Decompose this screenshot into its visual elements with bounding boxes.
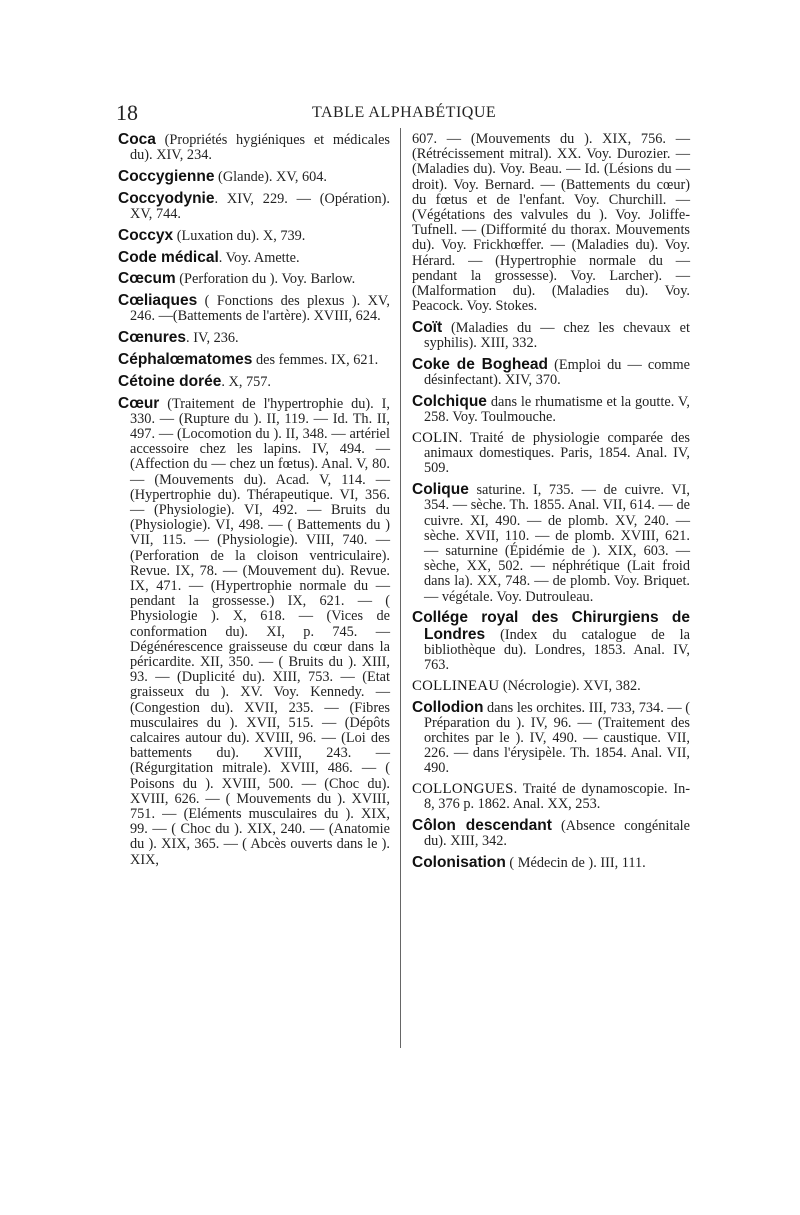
index-entry bbox=[118, 169, 390, 185]
entry-text: (Luxation du). X, 739. bbox=[173, 227, 306, 244]
index-entry bbox=[118, 250, 390, 266]
index-entry bbox=[118, 352, 390, 368]
index-entry bbox=[412, 818, 690, 849]
index-entry bbox=[118, 374, 390, 390]
index-entry bbox=[412, 132, 690, 314]
entry-text: ( Médecin de ). III, 111. bbox=[505, 855, 646, 872]
index-entry bbox=[118, 271, 390, 287]
index-entry bbox=[118, 191, 390, 222]
index-entry bbox=[118, 396, 390, 868]
entry-headword: COLIN bbox=[412, 430, 459, 447]
entry-text: . X, 757. bbox=[221, 373, 272, 390]
entry-text: (Absence congénitale du). XIII, 342. bbox=[424, 818, 690, 850]
entry-text: saturine. I, 735. — de cuivre. VI, 354. — sèche. Th. 1855. Anal. VII, 614. — de cuivre. XI, 490. — de plomb. XV, 240. — sèche. XVII, 110. — de plomb. XVIII, 621. — saturnine (Épidémie de ). XIX, 603. — sèche, XX, 502. — néphrétique (Lait froid dans la). XX, 748. — de plomb. Voy. Briquet. — végétale. Voy. Dutrouleau. bbox=[424, 482, 690, 605]
entry-text: (Index du catalogue de la bibliothèque du). Londres, 1853. Anal. IV, 763. bbox=[424, 626, 690, 674]
entry-text: . Voy. Amette. bbox=[218, 249, 300, 266]
page-number: 18 bbox=[116, 100, 138, 125]
entry-text: (Perforation du ). Voy. Barlow. bbox=[175, 271, 356, 288]
index-entry bbox=[412, 700, 690, 777]
entry-text: (Emploi du — comme désinfectant). XIV, 370. bbox=[424, 357, 690, 389]
index-entry bbox=[412, 782, 690, 812]
entry-text: (Nécrologie). XVI, 382. bbox=[499, 677, 641, 694]
entry-headword: Côlon descendant bbox=[412, 817, 552, 835]
index-entry bbox=[118, 330, 390, 346]
entry-text: . Traité de physiologie comparée des animaux domestiques. Paris, 1854. Anal. IV, 509. bbox=[424, 430, 690, 477]
entry-text: 607. — (Mouvements du ). XIX, 756. — (Rétrécissement mitral). XX. Voy. Durozier. — (Maladies du). Voy. Beau. — Id. (Lésions du — droit). Voy. Bernard. — (Battements du cœur) du fœtus et de l'enfant. Voy. Churchill. — (Végétations des valvules du ). Voy. Joliffe-Tufnell. — (Difformité du thorax. Mouvements du). Voy. Frickhœffer. — (Maladies du). Voy. Hérard. — (Hypertrophie normale du — pendant la grossesse). Voy. Larcher). — (Malformation du). (Maladies du). Voy. Peacock. Voy. Stokes. bbox=[412, 131, 690, 315]
entry-text: . Traité de dynamoscopie. In-8, 376 p. 1862. Anal. XX, 253. bbox=[424, 781, 690, 813]
entry-headword: Cœcum bbox=[118, 270, 176, 288]
entry-headword: Cœliaques bbox=[118, 292, 198, 310]
entry-headword: Coke de Boghead bbox=[412, 356, 548, 374]
index-entry bbox=[412, 320, 690, 351]
entry-text: (Maladies du — chez les chevaux et syphilis). XIII, 332. bbox=[424, 320, 690, 352]
entry-text: dans les orchites. III, 733, 734. — ( Préparation du ). IV, 96. — (Traitement des orchites par le ). IV, 490. — caustique. VII, 226. — dans l'érysipèle. Th. 1854. Anal. VII, 490. bbox=[424, 699, 690, 777]
entry-headword: COLLINEAU bbox=[412, 677, 500, 694]
entry-headword: Cétoine dorée bbox=[118, 372, 222, 390]
index-entry bbox=[412, 610, 690, 673]
entry-text: (Traitement de l'hypertrophie du). I, 330. — (Rupture du ). II, 119. — Id. Th. II, 497. — (Locomotion du ). II, 348. — artériel accessoire chez les lapins. IV, 494. — (Affection du — chez un fœtus). Anal. V, 80. — (Mouvements du). Acad. V, 114. — (Hypertrophie du). Thérapeutique. VI, 356. — (Physiologie). VI, 492. — Bruits du (Physiologie). VI, 498. — ( Battements du ) VII, 115. — (Physiologie). VIII, 740. — (Perforation de la cloison ventriculaire). Revue. IX, 78. — (Mouvement du). Revue. IX, 471. — (Hypertrophie normale du — pendant la grossesse.) IX, 621. — ( Physiologie ). X, 618. — (Vices de conformation du). XI, p. 745. — Dégénérescence graisseuse du cœur dans la péricardite. XII, 350. — ( Bruits du ). XIII, 93. — (Duplicité du). XIII, 753. — (Etat graisseux du ). XV. Voy. Kennedy. — (Congestion du). XVII, 235. — (Fibres musculaires du ). XVII, 515. — (Dépôts calcaires autour du). XVIII, 96. — (Loi des battements du). XVIII, 243. — (Régurgitation mitrale). XVIII, 486. — ( Poisons du ). XVIII, 500. — (Choc du). XVIII, 626. — ( Mouvements du ). XVIII, 751. — (Eléments musculaires du ). XIX, 99. — ( Choc du ). XIX, 240. — (Anatomie du ). XIX, 365. — ( Abcès ouverts dans le ). XIX, bbox=[130, 395, 390, 868]
index-entry bbox=[412, 431, 690, 477]
entry-text: (Glande). XV, 604. bbox=[214, 169, 327, 185]
index-entry bbox=[412, 482, 690, 605]
entry-headword: Collodion bbox=[412, 698, 484, 716]
index-entry bbox=[118, 228, 390, 244]
entry-text: des femmes. IX, 621. bbox=[252, 351, 379, 368]
entry-text: (Propriétés hygiéniques et médicales du). XIV, 234. bbox=[130, 132, 390, 164]
running-title: TABLE ALPHABÉTIQUE bbox=[312, 104, 497, 121]
right-column bbox=[412, 132, 690, 877]
entry-headword: Coccygienne bbox=[118, 168, 215, 185]
entry-headword: Céphalœmatomes bbox=[118, 350, 253, 368]
entry-headword: Cœur bbox=[118, 394, 160, 412]
entry-text: . IV, 236. bbox=[186, 330, 239, 347]
entry-headword: Coccyodynie bbox=[118, 189, 215, 207]
index-entry bbox=[412, 394, 690, 425]
column-divider bbox=[400, 128, 401, 1048]
index-entry bbox=[118, 132, 390, 163]
entry-headword: Colique bbox=[412, 481, 469, 499]
index-entry bbox=[412, 357, 690, 388]
entry-headword: COLLONGUES bbox=[412, 781, 514, 798]
left-column bbox=[118, 132, 390, 873]
entry-headword: Coccyx bbox=[118, 226, 174, 244]
index-entry bbox=[412, 855, 690, 871]
page-header bbox=[0, 100, 800, 124]
entry-headword: Collége royal des Chirurgiens de Londres bbox=[412, 609, 690, 643]
entry-headword: Colchique bbox=[412, 393, 487, 411]
entry-text: . XIV, 229. — (Opération). XV, 744. bbox=[130, 190, 390, 222]
entry-headword: Coït bbox=[412, 319, 443, 337]
entry-headword: Cœnures bbox=[118, 329, 187, 347]
entry-headword: Colonisation bbox=[412, 854, 506, 872]
index-entry bbox=[118, 293, 390, 324]
index-entry bbox=[412, 679, 690, 694]
entry-headword: Coca bbox=[118, 131, 156, 148]
entry-text: ( Fonctions des plexus ). XV, 246. —(Battements de l'artère). XVIII, 624. bbox=[130, 293, 390, 325]
entry-text: dans le rhumatisme et la goutte. V, 258. Voy. Toulmouche. bbox=[424, 394, 690, 426]
entry-headword: Code médical bbox=[118, 248, 219, 266]
